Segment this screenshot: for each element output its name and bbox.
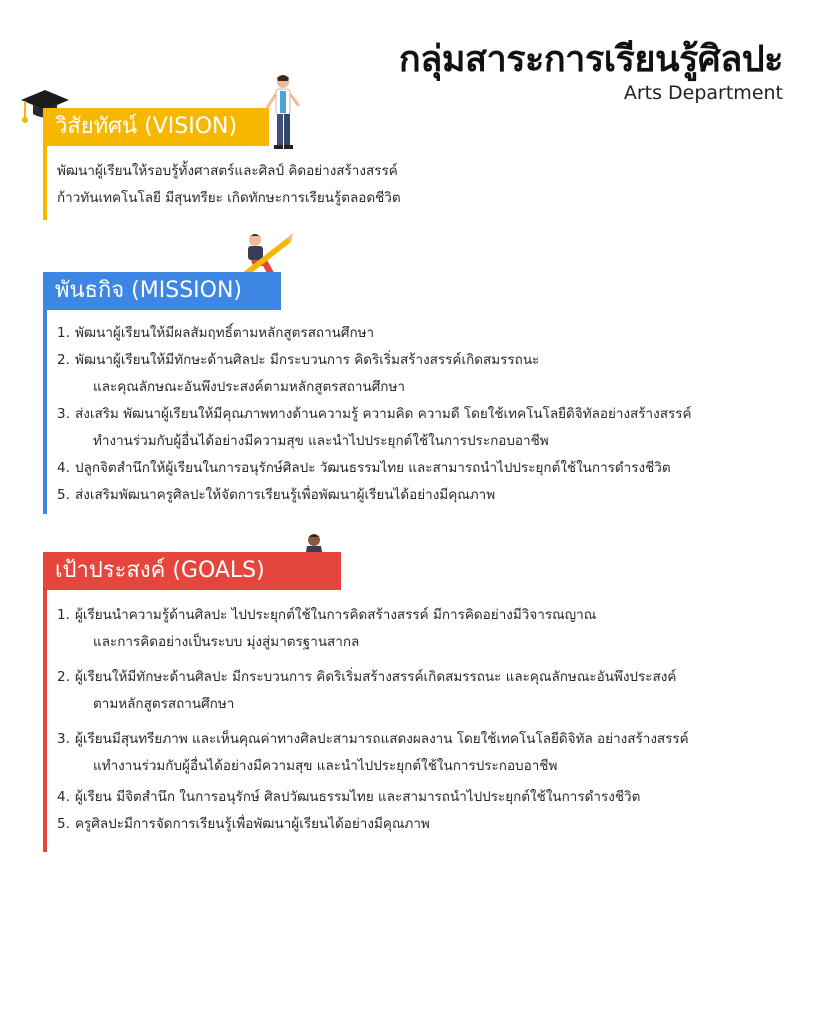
item-text: ผู้เรียนมีสุนทรียภาพ และเห็นคุณค่าทางศิลปะสามารถแสดงผลงาน โดยใช้เทคโนโลยีดิจิทัล อย่างสร้างสรรค์ (75, 731, 689, 747)
vision-heading: วิสัยทัศน์ (VISION) (43, 108, 269, 146)
goal-item (57, 602, 689, 656)
item-number: 4. (57, 460, 70, 476)
mission-item (57, 347, 692, 401)
item-text-continued: ทำงานร่วมกับผู้อื่นได้อย่างมีความสุข และนำไปประยุกต์ใช้ในการประกอบอาชีพ (93, 433, 549, 449)
vision-section (43, 88, 763, 220)
item-number: 5. (57, 487, 70, 503)
goal-item (57, 726, 689, 780)
item-text: พัฒนาผู้เรียนให้มีทักษะด้านศิลปะ มีกระบวนการ คิดริเริ่มสร้างสรรค์เกิดสมรรถนะ (75, 352, 540, 368)
mission-list (57, 320, 692, 509)
vision-text (57, 158, 401, 212)
goal-item (57, 664, 689, 718)
vision-bar (43, 108, 47, 220)
vision-line: ก้าวทันเทคโนโลยี มีสุนทรียะ เกิดทักษะการเรียนรู้ตลอดชีวิต (57, 190, 401, 206)
item-text-continued: ตามหลักสูตรสถานศึกษา (93, 696, 235, 712)
item-text: ปลูกจิตสำนึกให้ผู้เรียนในการอนุรักษ์ศิลปะ วัฒนธรรมไทย และสามารถนำไปประยุกต์ใช้ในการดำรงชีวิต (75, 460, 671, 476)
mission-item (57, 455, 692, 482)
item-number: 1. (57, 607, 70, 623)
item-number: 2. (57, 352, 70, 368)
goal-item (57, 784, 689, 811)
item-text: ผู้เรียน มีจิตสำนึก ในการอนุรักษ์ ศิลปวัฒนธรรมไทย และสามารถนำไปประยุกต์ใช้ในการดำรงชีวิต (75, 789, 641, 805)
goals-bar (43, 552, 47, 852)
mission-item (57, 320, 692, 347)
mission-section (43, 228, 763, 514)
page-title: กลุ่มสาระการเรียนรู้ศิลปะ (398, 39, 783, 80)
item-text-continued: และการคิดอย่างเป็นระบบ มุ่งสู่มาตรฐานสากล (93, 634, 360, 650)
page-subtitle: Arts Department (623, 82, 783, 104)
item-text: ส่งเสริม พัฒนาผู้เรียนให้มีคุณภาพทางด้านความรู้ ความคิด ความดี โดยใช้เทคโนโลยีดิจิทัลอย่างสร้างสรรค์ (75, 406, 692, 422)
goal-item (57, 811, 689, 838)
item-text: ครูศิลปะมีการจัดการเรียนรู้เพื่อพัฒนาผู้เรียนได้อย่างมีคุณภาพ (75, 816, 430, 832)
item-text: พัฒนาผู้เรียนให้มีผลสัมฤทธิ์ตามหลักสูตรสถานศึกษา (75, 325, 375, 341)
mission-heading: พันธกิจ (MISSION) (43, 272, 281, 310)
item-text: ผู้เรียนนำความรู้ด้านศิลปะ ไปประยุกต์ใช้ในการคิดสร้างสรรค์ มีการคิดอย่างมีวิจารณญาณ (75, 607, 597, 623)
goals-heading: เป้าประสงค์ (GOALS) (43, 552, 341, 590)
item-number: 1. (57, 325, 70, 341)
item-number: 5. (57, 816, 70, 832)
item-text-continued: แทำงานร่วมกับผู้อื่นได้อย่างมีความสุข และนำไปประยุกต์ใช้ในการประกอบอาชีพ (93, 758, 558, 774)
item-text-continued: และคุณลักษณะอันพึงประสงค์ตามหลักสูตรสถานศึกษา (93, 379, 405, 395)
mission-item (57, 482, 692, 509)
item-number: 3. (57, 731, 70, 747)
item-number: 4. (57, 789, 70, 805)
vision-line: พัฒนาผู้เรียนให้รอบรู้ทั้งศาสตร์และศิลป์ คิดอย่างสร้างสรรค์ (57, 163, 398, 179)
item-number: 2. (57, 669, 70, 685)
item-text: ส่งเสริมพัฒนาครูศิลปะให้จัดการเรียนรู้เพื่อพัฒนาผู้เรียนได้อย่างมีคุณภาพ (75, 487, 496, 503)
item-text: ผู้เรียนให้มีทักษะด้านศิลปะ มีกระบวนการ คิดริเริ่มสร้างสรรค์เกิดสมรรถนะ และคุณลักษณะอันพึงประสงค์ (75, 669, 677, 685)
goals-section (43, 532, 763, 852)
mission-bar (43, 272, 47, 514)
mission-item (57, 401, 692, 455)
item-number: 3. (57, 406, 70, 422)
goals-list (57, 602, 689, 838)
